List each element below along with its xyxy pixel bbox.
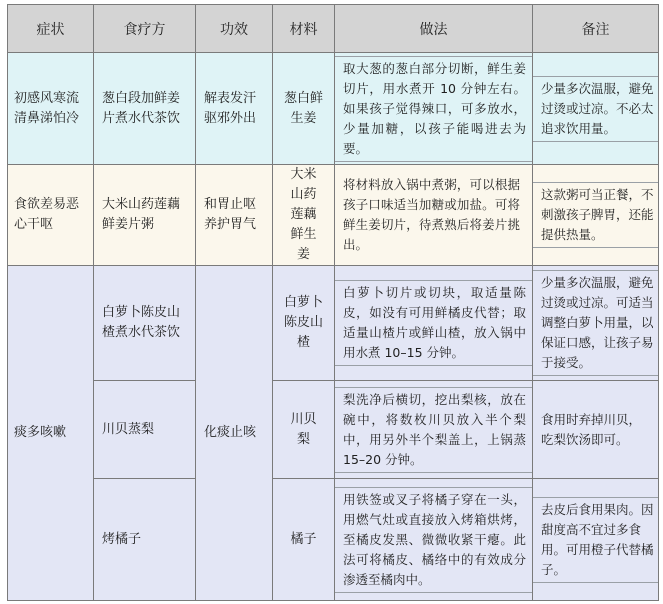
note-cell [533,53,659,165]
material-cell [273,479,335,601]
material-cell [273,53,335,165]
method-text: 白萝卜切片或切块，取适量陈皮，如没有可用鲜橘皮代替；取适量山楂片或鲜山楂，放入锅中用水煮 10–15 分钟。 [335,281,532,365]
effect-cell: 和胃止呕养护胃气 [196,165,273,266]
symptom-cell: 痰多咳嗽 [8,266,94,601]
material-cell [273,381,335,479]
note-cell [533,165,659,266]
method-text: 将材料放入锅中煮粥，可以根据孩子口味适当加糖或加盐。可将鲜生姜切片，待煮熟后将姜片挑出。 [343,177,520,252]
effect-cell: 解表发汗驱邪外出 [196,53,273,165]
material-text: 白萝卜陈皮山楂 [283,295,323,350]
material-text: 川贝梨 [290,411,317,447]
header-recipe: 食疗方 [94,5,196,53]
recipe-cell: 葱白段加鲜姜片煮水代茶饮 [94,53,196,165]
recipe-cell: 川贝蒸梨 [94,381,196,479]
note-text: 食用时弃掉川贝，吃梨饮汤即可。 [541,411,642,447]
recipe-cell: 白萝卜陈皮山楂煮水代茶饮 [94,266,196,381]
method-cell [335,53,533,165]
effect-cell: 化痰止咳 [196,266,273,601]
recipe-cell: 大米山药莲藕鲜姜片粥 [94,165,196,266]
header-material: 材料 [273,5,335,53]
header-method: 做法 [335,5,533,53]
method-text: 用铁签或叉子将橘子穿在一头，用燃气灶或直接放入烤箱烘烤，至橘皮发黑、微微收紧干瘪。此法可将橘皮、橘络中的有效成分渗透至橘肉中。 [335,488,532,592]
method-cell [335,165,533,266]
remedy-table [7,4,659,601]
note-text: 去皮后食用果肉。因甜度高不宜过多食用。可用橙子代替橘子。 [533,498,658,582]
table-row-cough-2 [8,381,659,479]
material-text: 橘子 [290,531,317,547]
table-row-cough-1 [8,266,659,381]
method-cell [335,266,533,381]
recipe-cell: 烤橘子 [94,479,196,601]
material-text: 大米山药莲藕鲜生姜 [290,167,317,262]
material-cell [273,165,335,266]
note-text: 这款粥可当正餐，不刺激孩子脾胃，还能提供热量。 [533,183,658,247]
symptom-cell: 初感风寒流清鼻涕怕冷 [8,53,94,165]
table-row-appetite [8,165,659,266]
table-row-cold [8,53,659,165]
note-cell [533,381,659,479]
header-note: 备注 [533,5,659,53]
table-header-row [8,5,659,53]
note-cell [533,479,659,601]
note-text: 少量多次温服，避免过烫或过凉。不必太追求饮用量。 [533,77,658,141]
note-text: 少量多次温服，避免过烫或过凉。可适当调整白萝卜用量，以保证口感，让孩子易于接受。 [533,271,658,375]
material-text: 葱白鲜生姜 [283,90,323,126]
material-cell [273,266,335,381]
table-row-cough-3 [8,479,659,601]
method-cell [335,479,533,601]
note-cell [533,266,659,381]
symptom-cell: 食欲差易恶心干呕 [8,165,94,266]
method-text: 取大葱的葱白部分切断，鲜生姜切片，用水煮开 10 分钟左右。如果孩子觉得辣口，可多放水，少量加糖，以孩子能喝进去为要。 [335,57,532,161]
method-text: 梨洗净后横切，挖出梨核，放在碗中，将数枚川贝放入半个梨中，用另外半个梨盖上，上锅蒸 15–20 分钟。 [335,388,532,472]
method-cell [335,381,533,479]
header-symptom: 症状 [8,5,94,53]
header-effect: 功效 [196,5,273,53]
